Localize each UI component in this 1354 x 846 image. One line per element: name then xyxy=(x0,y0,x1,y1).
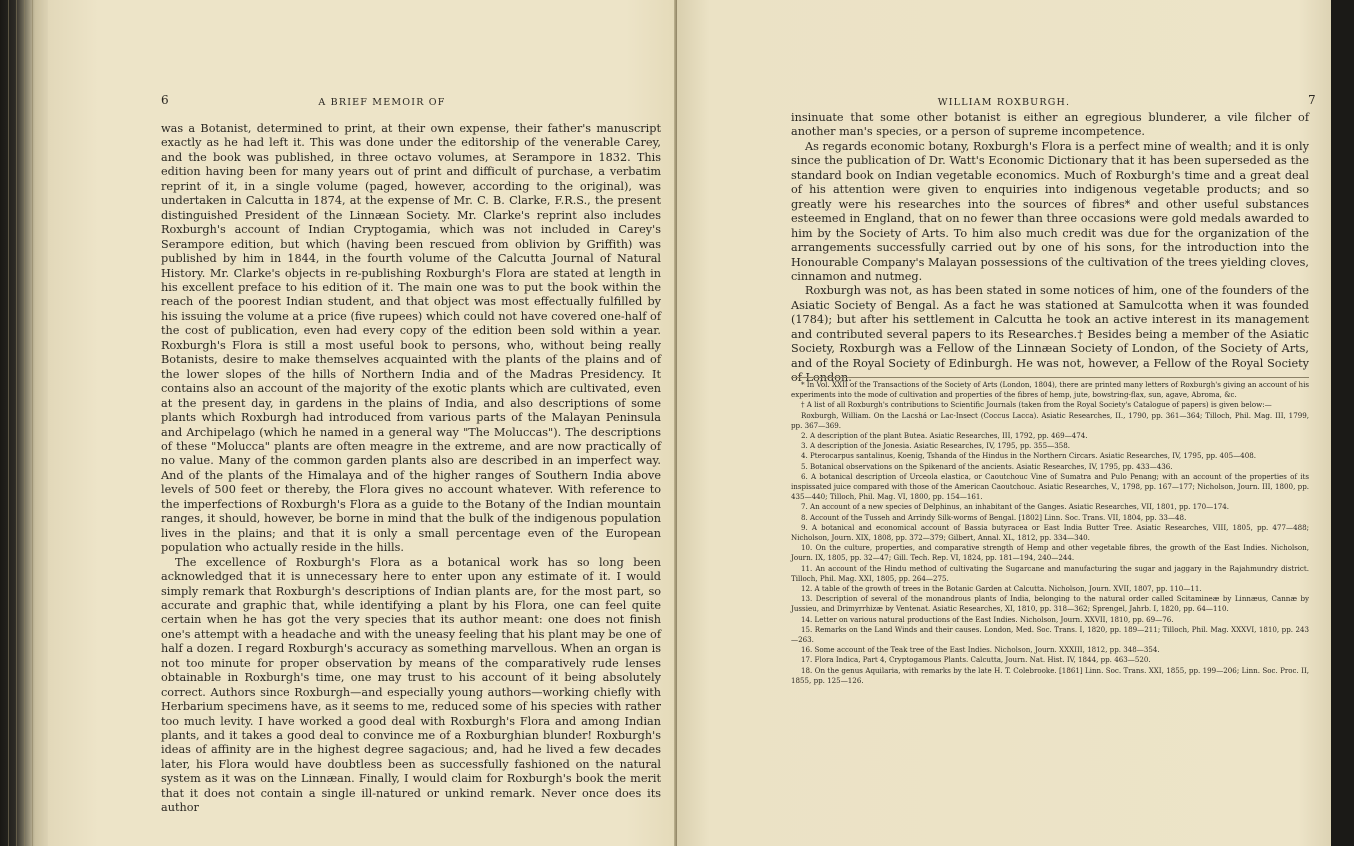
footnote: 8. Account of the Tusseh and Arrindy Silk-worms of Bengal. [1802] Linn. Soc. Trans. VII, 1804, pp. 33—48. xyxy=(801,512,1187,522)
right-page xyxy=(677,0,1331,846)
paragraph: Roxburgh was not, as has been stated in some notices of him, one of the founders of the Asiatic Society of Bengal. As a fact he was stationed at Samulcotta when it was founded (1784); but after his settlement in Calcutta he took an active interest in its management and contributed several papers to its Researches.† Besides being a member of the Asiatic Society, Roxburgh was a Fellow of the Linnæan Society of London, of the Society of Arts, and of the Royal Society of Edinburgh. He was not, however, a Fellow of the Royal Society xyxy=(791,284,1309,370)
footnote: 15. Remarks on the Land Winds and their causes. London, Med. Soc. Trans. I, 1820, pp. 189—211; Tilloch, Phil. Mag. XXXVI, 1810, pp. 243—263. xyxy=(791,624,1309,645)
paragraph: was a Botanist, determined to print, at their own expense, their father's manuscript exactly as he had left it. This was done under the editorship of the venerable Carey, and the book was published, in three octavo volumes, at Serampore in 1832. This edition having been for many years out of print and difficult of purchase, a verbatim reprint of it, in a single volume (paged, however, according to the original), was undertaken in Calcutta in 1874, at the expense of Mr. C. B. Clarke, F.R.S., the present distinguished President of the Linnæan Society. Mr. Clarke's reprint also includes Roxburgh's account of Indian Cryptogamia, which was not included in Carey's Serampore edition, but which (having been rescued from oblivion by Griffith) was published by him in 1844, in the fourth volume of the Calcutta Journal of Natural History. Mr. Clarke's objects in re-publishing Roxburgh's Flora are stated at length in his excellent preface to his edition of it. The main one was to put the book within the reach of the poorest Indian student, and that object was most effectually fulfilled by his issuing the volume at a price (five rupees) which could not have covered one-half of the cost of publication, even had every copy of the edition been sold within a year. Roxburgh's Flora is still a most useful book to persons, who, without being really Botanists, desire to make themselves acquainted with the plants of the plains and of the lower slopes of the hills of Northern India and of the Madras Presidency. It contains also an account of the majority of the exotic plants which are cultivated, even at the present day, in gardens in the plains of India, and also descriptions of some plants which Roxburgh had introduced from various parts of the Malayan Peninsula and Archipelago (which he named in a general way "The Moluccas"). The descriptions of these "Molucca" plants are often meagre in the extreme, and are now practically of no value. Many of the common garden plants also are described in an imperfect way. And of the plants of the Himalaya and of the higher ranges of Southern India above levels of 500 feet or thereby, the Flora gives no account whatever. With reference to the imperfections of Roxburgh's Flora as a guide to the Botany of the Indian mountain ranges, it should, however, be borne in mind that the bulk of the indigenous population lives in the plains; and that it is only a small percentage even of the European population who actually reside in the hills. xyxy=(161,122,661,555)
page-number: 6 xyxy=(161,93,169,107)
footnotes xyxy=(791,380,1309,686)
footnote: 2. A description of the plant Butea. Asiatic Researches, III, 1792, pp. 469—474. xyxy=(801,431,1088,441)
footnote: 17. Flora Indica, Part 4, Cryptogamous Plants. Calcutta, Journ. Nat. Hist. IV, 1844, pp. 463—520. xyxy=(801,655,1151,665)
page-edge-line xyxy=(32,0,33,846)
footnote: 3. A description of the Jonesia. Asiatic Researches, IV, 1795, pp. 355—358. xyxy=(801,441,1070,451)
footnote: * In Vol. XXII of the Transactions of the Society of Arts (London, 1804), there are printed many letters of Roxburgh's giving an account of his experiments into the mode of cultivation and properties of the fibres of hemp, jute, bowstring-flax, sun, agave, Abroma, &c. xyxy=(791,380,1309,400)
left-page xyxy=(48,0,676,846)
body-text xyxy=(791,111,1309,386)
footnote: 14. Letter on various natural productions of the East Indies. Nicholson, Journ. XXVII, 1810, pp. 69—76. xyxy=(801,614,1174,624)
footnote: 4. Pterocarpus santalinus, Koenig, Tshanda of the Hindus in the Northern Circars. Asiatic Researches, IV, 1795, pp. 405—408. xyxy=(801,451,1256,461)
paragraph: insinuate that some other botanist is either an egregious blunderer, a vile filcher of another man's species, or a person of supreme incompetence. xyxy=(791,111,1309,139)
footnote: † A list of all Roxburgh's contributions to Scientific Journals (taken from the Royal Society's Catalogue of papers) is given below:— xyxy=(801,400,1272,410)
page-edge-line xyxy=(8,0,9,846)
footnote: 10. On the culture, properties, and comparative strength of Hemp and other vegetable fibres, the growth of the East Indies. Nicholson, Journ. IX, 1805, pp. 32—47; Gill. Tech. Rep. VI, 1824, pp. 181—194, 240—244. xyxy=(791,543,1309,563)
page-number: 7 xyxy=(1308,93,1316,107)
footnote: 7. An account of a new species of Delphinus, an inhabitant of the Ganges. Asiatic Researches, VII, 1801, pp. 170—174. xyxy=(801,502,1230,512)
footnote: 9. A botanical and economical account of Bassia butyracea or East India Butter Tree. Asiatic Researches, VIII, 1805, pp. 477—488; Nicholson, Journ. XIX, 1808, pp. 372—379; Gilbert, Annal. XL, 1812, pp. 334—340. xyxy=(791,522,1309,543)
running-head: WILLIAM ROXBURGH. xyxy=(937,97,1071,108)
footnote-rule xyxy=(791,377,1309,378)
footnote: Roxburgh, William. On the Lacshá or Lac-Insect (Coccus Lacca). Asiatic Researches, II., 1790, pp. 361—364; Tilloch, Phil. Mag. III, 1799, pp. 367—369. xyxy=(791,410,1309,430)
footnote: 12. A table of the growth of trees in the Botanic Garden at Calcutta. Nicholson, Journ. XVII, 1807, pp. 110—11. xyxy=(801,584,1202,594)
book-edge-right xyxy=(1331,0,1354,846)
footnote: 11. An account of the Hindu method of cultivating the Sugarcane and manufacturing the sugar and jaggary in the Rajahmundry district. Tilloch, Phil. Mag. XXI, 1805, pp. 264—275. xyxy=(791,563,1309,583)
footnote: 18. On the genus Aquilaria, with remarks by the late H. T. Colebrooke. [1861] Linn. Soc. Trans. XXI, 1855, pp. 199—206; Linn. Soc. Proc. II, 1855, pp. 125—126. xyxy=(791,665,1309,685)
footnote: 13. Description of several of the monandrous plants of India, belonging to the natural order called Scitamineæ by Linnæus, Cannæ by Jussieu, and Drimyrrhizæ by Ventenat. Asiatic Researches, XI, 1810, pp. 318—362; Sprengel, Jahrb. I, 1820, pp. 64—110. xyxy=(791,594,1309,614)
body-text xyxy=(161,122,661,816)
footnote: 6. A botanical description of Urceola elastica, or Caoutchouc Vine of Sumatra and Pulo Penang; with an account of the properties of its inspissated juice compared with those of the American Caoutchouc. Asiatic Researches, V., 1798, pp. 167—177; Nicholson, Journ. III, 1800, pp. 435—440; Tilloch, Phil. Mag. VI, 1800, pp. 154—161. xyxy=(791,471,1309,502)
footnote: 16. Some account of the Teak tree of the East Indies. Nicholson, Journ. XXXIII, 1812, pp. 348—354. xyxy=(801,645,1160,655)
running-head: A BRIEF MEMOIR OF xyxy=(318,97,446,108)
paragraph: As regards economic botany, Roxburgh's Flora is a perfect mine of wealth; and it is only since the publication of Dr. Watt's Economic Dictionary that it has been superseded as the standard book on Indian vegetable economics. Much of Roxburgh's time and a great deal of his attention were given to enquiries into indigenous vegetable products; and so greatly were his researches into the sources of fibres* and other useful substances esteemed in England, that on no fewer than three occasions were gold medals awarded to him by the Society of Arts. To him also much credit was due for the organization of the arrangements successfully carried out by one of his sons, for the introduction into the Honourable Company's Malayan possessions of the cultivation of the trees yielding cloves, cinnamon and nutmeg. xyxy=(791,139,1309,283)
paragraph: The excellence of Roxburgh's Flora as a botanical work has so long been acknowledged that it is unnecessary here to enter upon any estimate of it. I would simply remark that Roxburgh's descriptions of Indian plants are, for the most part, so accurate and graphic that, while identifying a plant by his Flora, one can feel quite certain when he has got the very species that its author meant: one does not finish one's attempt with a headache and with the uneasy feeling that his plant may be one of half a dozen. I regard Roxburgh's accuracy as something marvellous. When an organ is not too minute for proper observation by means of the comparatively rude lenses obtainable in Roxburgh's time, one may trust to his account of it being absolutely correct. Authors since Roxburgh—and especially young authors—working chiefly with Herbarium specimens have, as it seems to me, reduced some of his species with rather too much levity. I have worked a good deal with Roxburgh's Flora and among Indian plants, and it takes a good deal to convince me of a Roxburghian blunder! Roxburgh's ideas of affinity are in the highest degree sagacious; and, had he lived a few decades later, his Flora would have doubtless been as successfully fashioned on the natural system as it was on the Linnæan. Finally, I would claim for Roxburgh's book the merit that it does not contain a single ill-natured or unkind remark. Never once does its author xyxy=(161,555,661,815)
page-edge-line xyxy=(24,0,25,846)
footnote: 5. Botanical observations on the Spikenard of the ancients. Asiatic Researches, IV, 1795, pp. 433—436. xyxy=(801,461,1173,471)
page-edge-line xyxy=(16,0,17,846)
